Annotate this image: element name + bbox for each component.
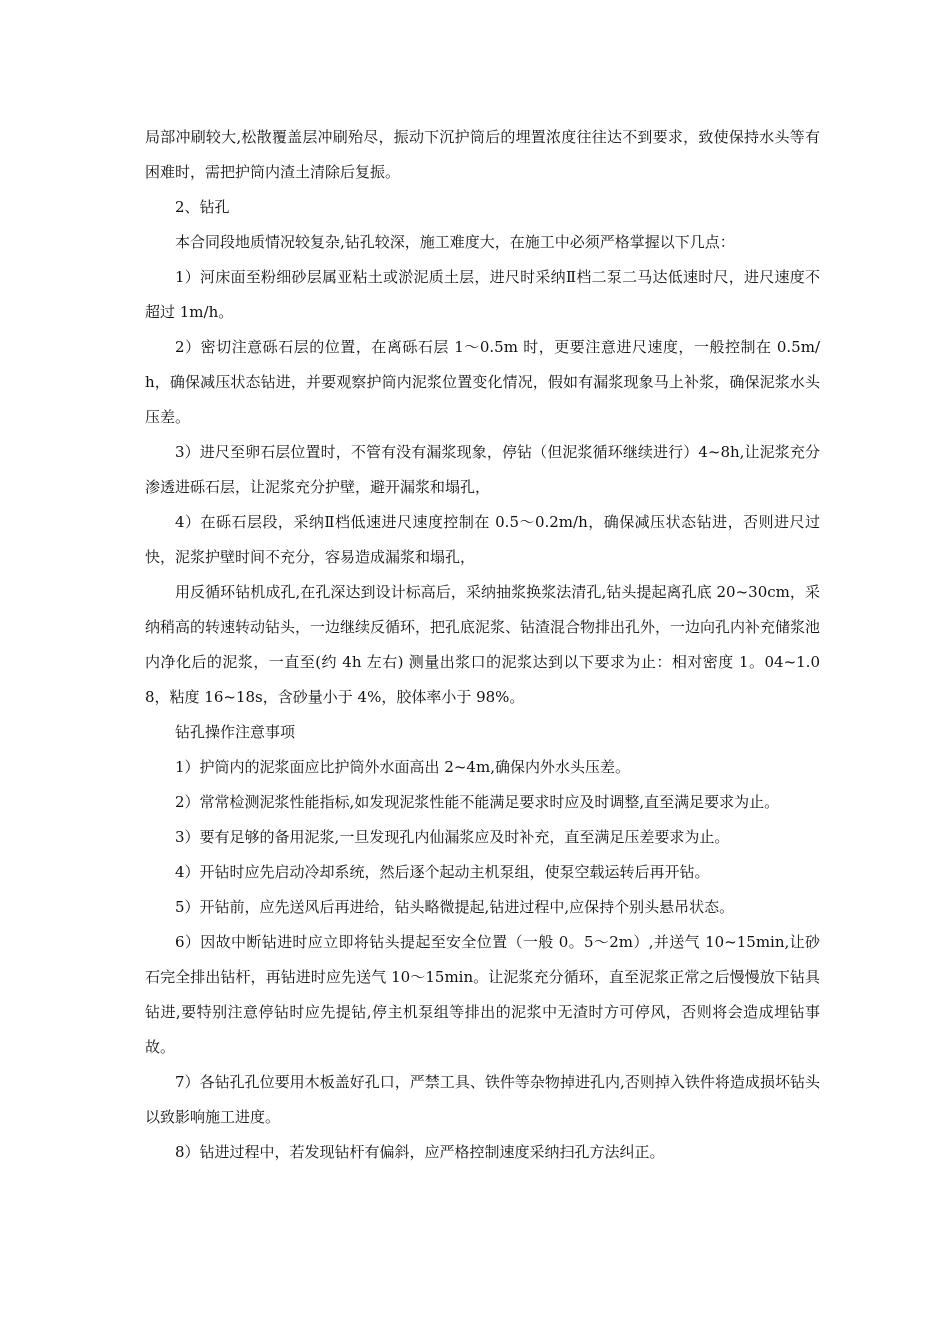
- precaution-item-1: 1）护筒内的泥浆面应比护筒外水面高出 2~4m,确保内外水头压差。: [175, 758, 630, 776]
- precaution-item-4: 4）开钻时应先启动冷却系统，然后逐个起动主机泵组，使泵空载运转后再开钻。: [175, 863, 710, 881]
- precaution-item-7: 7）各钻孔孔位要用木板盖好孔口，严禁工具、铁件等杂物掉进孔内,否则掉入铁件将造成损坏钻头以致影响施工进度。: [145, 1073, 820, 1126]
- precaution-item-8: 8）钻进过程中，若发现钻杆有偏斜，应严格控制速度采纳扫孔方法纠正。: [175, 1143, 665, 1161]
- list-item-2: 2）密切注意砾石层的位置，在离砾石层 1～0.5m 时，更要注意进尺速度，一般控制在 0.5m/h，确保减压状态钻进，并要观察护筒内泥浆位置变化情况，假如有漏浆现象马上补浆，确保泥浆水头压差。: [145, 338, 820, 426]
- list-item-3: 3）进尺至卵石层位置时，不管有没有漏浆现象，停钻（但泥浆循环继续进行）4~8h,让泥浆充分渗透进砾石层，让泥浆充分护壁，避开漏浆和塌孔，: [145, 443, 820, 496]
- paragraph-continuation: 局部冲刷较大,松散覆盖层冲刷殆尽，振动下沉护筒后的埋置浓度往往达不到要求，致使保持水头等有困难时，需把护筒内渣土清除后复振。: [145, 128, 820, 181]
- list-item-1: 1）河床面至粉细砂层属亚粘土或淤泥质土层，进尺时采纳Ⅱ档二泵二马达低速时尺，进尺速度不超过 1m/h。: [145, 268, 820, 321]
- paragraph-intro: 本合同段地质情况较复杂,钻孔较深，施工难度大，在施工中必须严格掌握以下几点：: [175, 233, 735, 251]
- precaution-item-3: 3）要有足够的备用泥浆,一旦发现孔内仙漏浆应及时补充，直至满足压差要求为止。: [175, 828, 730, 846]
- paragraph-reverse-circulation: 用反循环钻机成孔,在孔深达到设计标高后，采纳抽浆换浆法清孔,钻头提起离孔底 20~30cm，采纳稍高的转速转动钻头，一边继续反循环，把孔底泥浆、钻渣混合物排出孔外，一边向孔内补充储浆池内净化后的泥浆，一直至(约 4h 左右) 测量出浆口的泥浆达到以下要求为止：相对密度 1。04~1.08，粘度 16~18s，含砂量小于 4%，胶体率小于 98%。: [145, 583, 821, 706]
- subheading-precautions: 钻孔操作注意事项: [175, 723, 296, 741]
- document-body: [145, 120, 820, 1170]
- section-heading-drilling: 2、钻孔: [175, 198, 230, 216]
- precaution-item-5: 5）开钻前，应先送风后再进给，钻头略微提起,钻进过程中,应保持个别头悬吊状态。: [175, 898, 735, 916]
- list-item-4: 4）在砾石层段，采纳Ⅱ档低速进尺速度控制在 0.5～0.2m/h，确保减压状态钻进，否则进尺过快，泥浆护壁时间不充分，容易造成漏浆和塌孔，: [145, 513, 820, 566]
- precaution-item-6: 6）因故中断钻进时应立即将钻头提起至安全位置（一般 0。5～2m）,并送气 10~15min,让砂石完全排出钻杆，再钻进时应先送气 10～15min。让泥浆充分循环，直至泥浆正常之后慢慢放下钻具钻进,要特别注意停钻时应先提钻,停主机泵组等排出的泥浆中无渣时方可停风，否则将会造成埋钻事故。: [145, 933, 820, 1056]
- precaution-item-2: 2）常常检测泥浆性能指标,如发现泥浆性能不能满足要求时应及时调整,直至满足要求为止。: [175, 793, 780, 811]
